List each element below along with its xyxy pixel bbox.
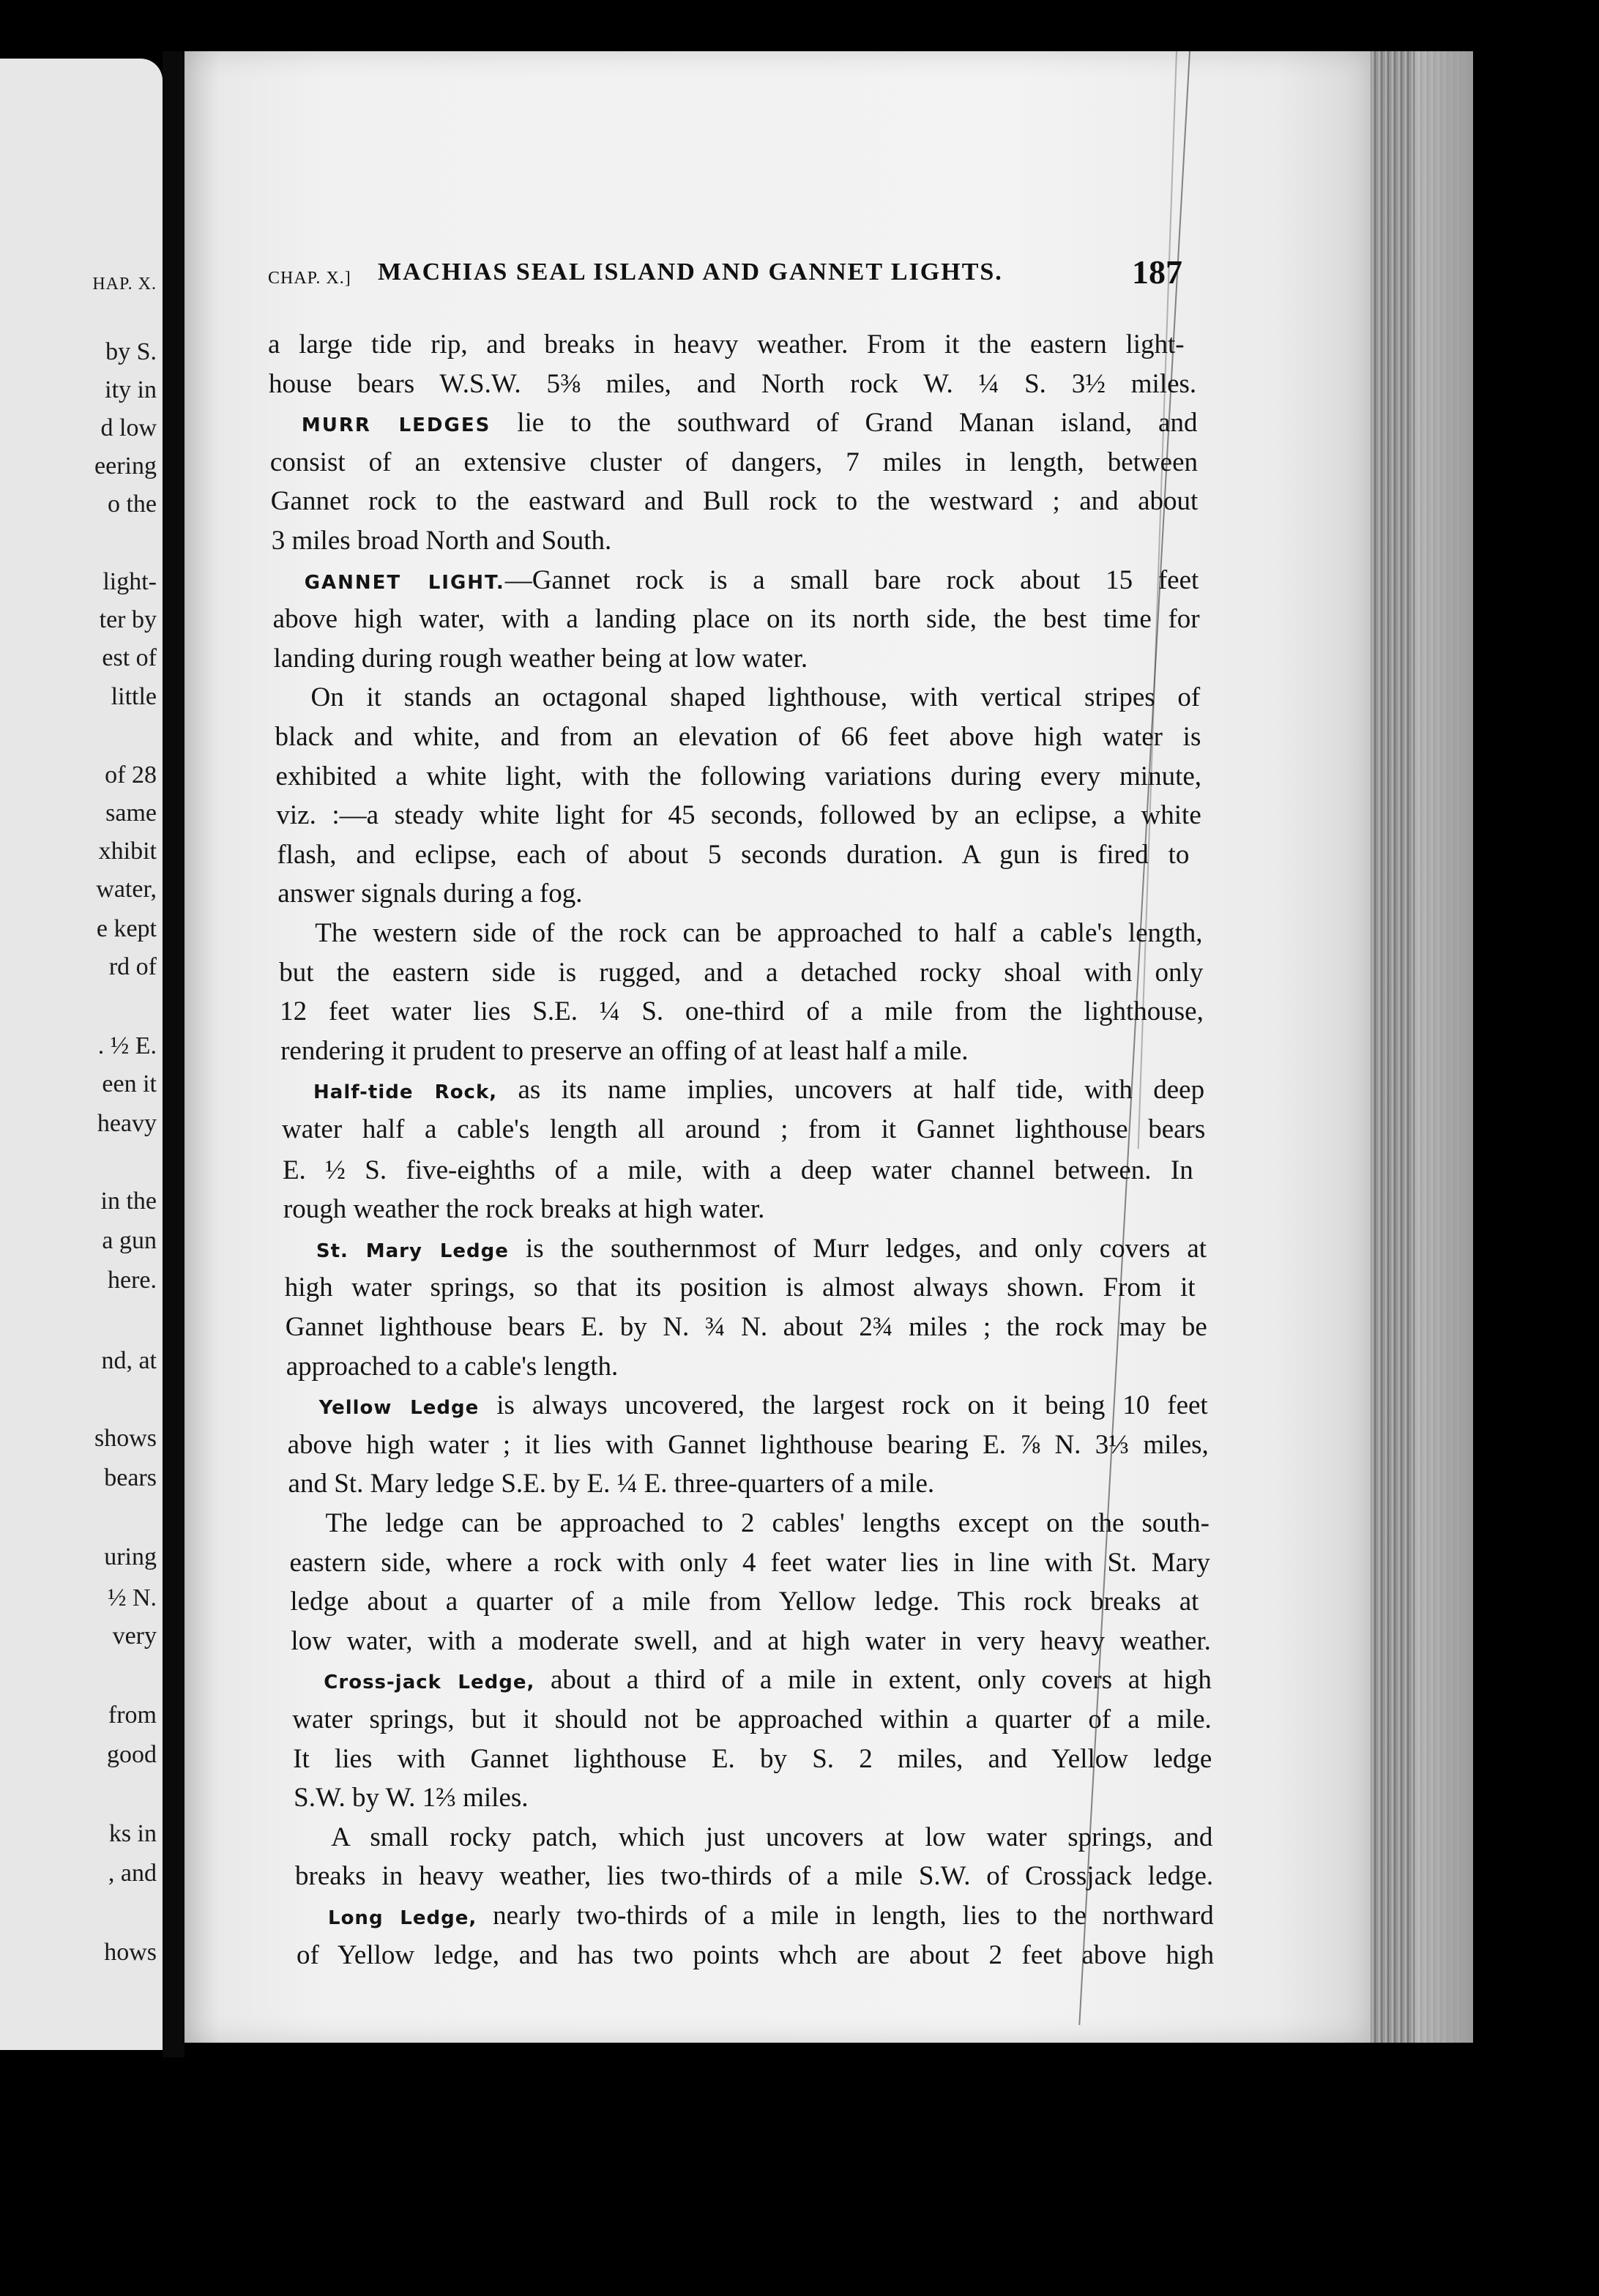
- line-text: low water, with a moderate swell, and at high water in very heavy weather.: [291, 1625, 1211, 1656]
- facing-page-fragment: ter by: [99, 606, 157, 633]
- facing-page-fragment: good: [107, 1741, 157, 1768]
- line-text: black and white, and from an elevation of 66 feet above high water is: [275, 722, 1201, 752]
- text-line: [288, 1431, 1209, 1458]
- facing-page-fragment: o the: [107, 491, 157, 518]
- line-text: S.W. by W. 1⅔ miles.: [294, 1783, 529, 1814]
- facing-page-fragment: ks in: [108, 1820, 157, 1847]
- running-header: [268, 253, 1190, 297]
- text-line: [268, 331, 1185, 358]
- text-line: [270, 449, 1198, 476]
- facing-page-fragment: nd, at: [101, 1347, 157, 1374]
- facing-page-fragment: light-: [102, 568, 157, 595]
- line-text: lie to the southward of Grand Manan island, and: [491, 408, 1198, 439]
- facing-page-fragment: hows: [104, 1939, 157, 1966]
- text-line: [271, 488, 1198, 515]
- text-line: [292, 1706, 1212, 1733]
- line-text: 12 feet water lies S.E. ¼ S. one-third of a mile from the lighthouse,: [280, 996, 1204, 1027]
- line-text: consist of an extensive cluster of dangers, 7 miles in length, between: [269, 447, 1198, 477]
- line-text: exhibited a white light, with the following variations during every minute,: [275, 761, 1202, 791]
- text-line: [277, 880, 582, 907]
- text-line: [316, 1235, 1207, 1262]
- facing-page-fragment: een it: [102, 1070, 157, 1097]
- line-text: answer signals during a fog.: [277, 879, 583, 909]
- line-text: house bears W.S.W. 5⅜ miles, and North rock W. ¼ S. 3½ miles.: [268, 368, 1197, 399]
- line-text: The ledge can be approached to 2 cables' lengths except on the south-: [325, 1508, 1210, 1538]
- line-text: water springs, but it should not be approached within a quarter of a mile.: [292, 1704, 1212, 1734]
- line-text: viz. :—a steady white light for 45 seconds, followed by an eclipse, a white: [276, 800, 1201, 831]
- text-line: [280, 1037, 968, 1065]
- line-text: about a third of a mile in extent, only covers at high: [534, 1665, 1212, 1696]
- line-text: The western side of the rock can be approached to half a cable's length,: [315, 918, 1203, 948]
- text-line: [275, 763, 1201, 790]
- text-line: [269, 370, 1196, 398]
- line-text: —Gannet rock is a small bare rock about 15 feet: [504, 564, 1199, 595]
- text-line: [275, 723, 1201, 750]
- text-line: [315, 920, 1202, 947]
- text-line: [291, 1625, 1211, 1656]
- text-line: [328, 1902, 1214, 1929]
- page-title: MACHIAS SEAL ISLAND AND GANNET LIGHTS.: [378, 258, 1003, 286]
- text-line: [283, 1196, 765, 1223]
- line-text: A small rocky patch, which just uncovers at low water springs, and: [331, 1822, 1213, 1852]
- facing-page-fragment: ity in: [105, 376, 157, 403]
- text-line: [273, 605, 1200, 633]
- text-line: [290, 1588, 1199, 1615]
- text-line: [324, 1665, 1212, 1696]
- facing-page-fragment: same: [105, 800, 157, 827]
- line-text: is always uncovered, the largest rock on it being 10 feet: [479, 1390, 1208, 1421]
- facing-page-fragment: rd of: [108, 953, 157, 980]
- facing-page-fragment: , and: [108, 1860, 157, 1887]
- line-text: above high water ; it lies with Gannet lighthouse bearing E. ⅞ N. 3⅓ miles,: [287, 1429, 1209, 1460]
- line-text: 3 miles broad North and South.: [271, 526, 612, 556]
- facing-page-fragment: shows: [94, 1425, 157, 1452]
- facing-page-fragment: little: [111, 683, 157, 710]
- line-text: water half a cable's length all around ; from it Gannet lighthouse bears: [282, 1114, 1206, 1144]
- text-line: [331, 1824, 1212, 1851]
- line-text: It lies with Gannet lighthouse E. by S. 2 miles, and Yellow ledge: [293, 1743, 1212, 1774]
- line-text: Gannet lighthouse bears E. by N. ¾ N. about 2¾ miles ; the rock may be: [285, 1312, 1207, 1342]
- text-line: [313, 1075, 1205, 1106]
- line-text: breaks in heavy weather, lies two-thirds of a mile S.W. of Crossjack ledge.: [295, 1861, 1214, 1892]
- paragraph-lead: St. Mary Ledge: [316, 1240, 509, 1262]
- facing-page-fragment: very: [112, 1622, 157, 1650]
- facing-page-fragment: d low: [100, 414, 157, 441]
- line-text: landing during rough weather being at low water.: [273, 643, 808, 674]
- facing-page-fragment: bears: [104, 1464, 157, 1491]
- text-line: [280, 998, 1204, 1025]
- line-text: rough weather the rock breaks at high water.: [283, 1194, 765, 1225]
- text-line: [285, 1274, 1196, 1301]
- text-line: [319, 1392, 1208, 1419]
- facing-page-fragment: by S.: [105, 338, 157, 365]
- facing-page-fragment: uring: [104, 1543, 157, 1570]
- paragraph-lead: GANNET LIGHT.: [304, 571, 505, 594]
- text-line: [304, 564, 1199, 595]
- text-line: [276, 802, 1201, 829]
- text-line: [296, 1939, 1215, 1970]
- facing-page-fragment: from: [108, 1702, 157, 1729]
- facing-page-fragment: xhibit: [98, 838, 157, 865]
- line-text: high water springs, so that its position is almost always shown. From it: [284, 1272, 1196, 1303]
- facing-page-fragment: of 28: [105, 761, 157, 789]
- facing-page-fragment: heavy: [97, 1110, 157, 1137]
- facing-page-fragment: ½ N.: [107, 1584, 157, 1611]
- page-edges: [1371, 51, 1473, 2043]
- paragraph-lead: MURR LEDGES: [301, 414, 491, 437]
- text-line: [279, 959, 1203, 986]
- line-text: a large tide rip, and breaks in heavy weather. From it the eastern light-: [268, 329, 1185, 359]
- facing-page-fragment: in the: [100, 1188, 157, 1215]
- text-line: [294, 1783, 529, 1814]
- facing-page-fragment: here.: [107, 1267, 157, 1294]
- text-line: [311, 684, 1201, 711]
- text-line: [295, 1863, 1213, 1890]
- line-text: Gannet rock to the eastward and Bull rock to the westward ; and about: [270, 486, 1199, 517]
- chapter-label: CHAP. X.]: [268, 269, 351, 288]
- line-text: and St. Mary ledge S.E. by E. ¼ E. three-quarters of a mile.: [288, 1469, 935, 1499]
- facing-page-fragment: a gun: [102, 1227, 157, 1254]
- line-text: as its name implies, uncovers at half tide, with deep: [497, 1075, 1205, 1106]
- paragraph-lead: Half-tide Rock,: [313, 1081, 498, 1104]
- line-text: eastern side, where a rock with only 4 feet water lies in line with St. Mary: [289, 1547, 1210, 1578]
- line-text: On it stands an octagonal shaped lighthouse, with vertical stripes of: [310, 682, 1201, 713]
- text-line: [286, 1313, 1207, 1341]
- paragraph-lead: Long Ledge,: [328, 1907, 477, 1929]
- line-text: approached to a cable's length.: [286, 1351, 619, 1382]
- line-text: above high water, with a landing place on its north side, the best time for: [272, 604, 1200, 635]
- facing-page-fragment: e kept: [96, 915, 157, 942]
- text-line: [283, 1157, 1193, 1184]
- line-text: E. ½ S. five-eighths of a mile, with a deep water channel between. In: [282, 1155, 1193, 1185]
- facing-page-fragment: est of: [102, 644, 157, 671]
- book-gutter: [163, 51, 184, 2057]
- page-number: 187: [1132, 253, 1182, 291]
- line-text: but the eastern side is rugged, and a detached rocky shoal with only: [279, 957, 1204, 988]
- text-line: [289, 1549, 1210, 1576]
- facing-page-fragment: water,: [96, 876, 157, 903]
- paragraph-lead: Cross-jack Ledge,: [324, 1671, 535, 1694]
- text-line: [293, 1745, 1212, 1773]
- line-text: ledge about a quarter of a mile from Yellow ledge. This rock breaks at: [290, 1587, 1199, 1617]
- text-line: [286, 1353, 619, 1380]
- text-line: [274, 645, 808, 672]
- facing-page-fragment: HAP. X.: [92, 275, 157, 294]
- line-text: of Yellow ledge, and has two points whch are about 2 feet above high: [296, 1939, 1215, 1970]
- text-line: [288, 1470, 935, 1497]
- line-text: nearly two-thirds of a mile in length, lies to the northward: [477, 1901, 1214, 1931]
- text-line: [326, 1510, 1210, 1537]
- text-line: [272, 527, 612, 554]
- line-text: flash, and eclipse, each of about 5 seconds duration. A gun is fired to: [277, 839, 1190, 870]
- facing-page-fragment: eering: [94, 452, 157, 480]
- text-line: [277, 841, 1189, 868]
- text-line: [282, 1116, 1205, 1143]
- paragraph-lead: Yellow Ledge: [318, 1397, 480, 1420]
- line-text: rendering it prudent to preserve an offing of at least half a mile.: [280, 1035, 969, 1066]
- line-text: is the southernmost of Murr ledges, and only covers at: [508, 1233, 1207, 1264]
- facing-page-fragment: . ½ E.: [97, 1032, 157, 1059]
- text-line: [301, 408, 1198, 439]
